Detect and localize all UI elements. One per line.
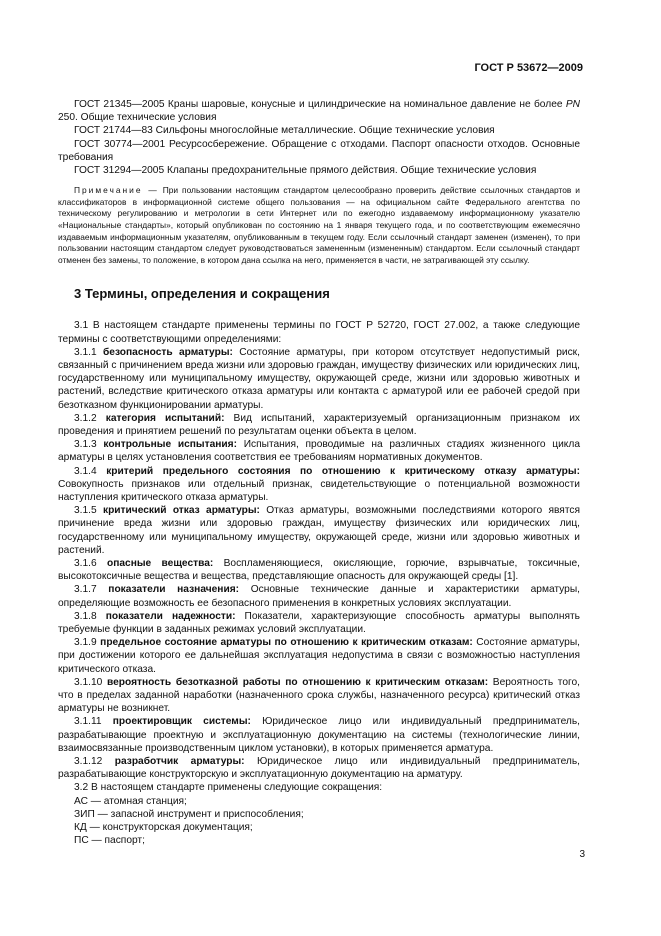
term-text: Вероятность того, что в пределах заданной наработки (назначенного срока службы, назначенного ресурса) критический отказ арматуры не возникнет. <box>58 676 580 715</box>
term-name: категория испытаний: <box>105 412 225 424</box>
abbreviations-intro: 3.2 В настоящем стандарте применены следующие сокращения: <box>74 782 383 794</box>
page-number: 3 <box>579 849 585 860</box>
term-name: показатели надежности: <box>105 610 236 622</box>
reference-gost-30774: ГОСТ 30774—2001 Ресурсосбережение. Обращение с отходами. Паспорт опасности отходов. Основные требования <box>58 138 580 163</box>
term-name: предельное состояние арматуры по отношению к критическим отказам: <box>100 637 473 649</box>
term-text: Отказ арматуры, возможными последствиями которого явятся причинение вреда жизни или здоровью граждан, имуществу физических или юридических лиц, государственному или муниципальному имуществу, окружающей среде, жизни или здоровью животных и растений. <box>58 505 580 556</box>
term-definition <box>58 610 580 636</box>
term-text: Показатели, характеризующие способность арматуры выполнять требуемые функции в заданных режимах условий эксплуатации. <box>58 610 580 636</box>
reference-gost-31294: ГОСТ 31294—2005 Клапаны предохранительные прямого действия. Общие технические условия <box>74 165 537 177</box>
term-number: 3.1.1 <box>74 346 97 358</box>
term-number: 3.1.5 <box>74 505 97 517</box>
term-text: Совокупность признаков или отдельный признак, свидетельствующие о потенциальной возможности наступления критического отказа арматуры. <box>58 478 580 504</box>
term-number: 3.1.6 <box>74 558 97 570</box>
term-name: безопасность арматуры: <box>103 346 233 358</box>
term-definition <box>58 636 580 676</box>
term-name: вероятность безотказной работы по отношению к критическим отказам: <box>106 676 489 688</box>
term-number: 3.1.12 <box>74 756 103 768</box>
note-label: Примечание — <box>74 185 159 196</box>
term-name: показатели назначения: <box>108 584 240 596</box>
term-definition <box>58 465 580 505</box>
term-text: Испытания, проводимые на различных стадиях жизненного цикла арматуры в целях установления соответствия ее требованиям нормативных документов. <box>58 439 580 464</box>
term-text: Вид испытаний, характеризуемый организационным признаком их проведения и принятием решений по результатам оценки объекта в целом. <box>58 412 580 437</box>
term-text: Основные технические данные и характеристики арматуры, определяющие возможность ее безопасного применения в конкретных условиях эксплуатации. <box>58 584 580 609</box>
term-definition <box>58 438 580 464</box>
term-name: критерий предельного состояния по отношению к критическому отказу арматуры: <box>106 465 580 477</box>
term-number: 3.1.4 <box>74 465 97 477</box>
abbreviation-item: ЗИП — запасной инструмент и приспособления; <box>74 808 304 820</box>
term-text: Состояние арматуры, при достижении которого ее дальнейшая эксплуатация недопустима в связи с возможностью наступления критического отказа. <box>58 637 580 675</box>
term-text: Состояние арматуры, при котором отсутствует недопустимый риск, связанный с причинением вреда жизни или здоровью граждан, имуществу физических или юридических лиц, государственному или муниципальному имуществу, окружающей среде, жизни или здоровью животных и растений, вследствие критического отказа арматуры или контакта с арматурой или ее рабочей средой при безотказном функционировании арматуры. <box>58 346 580 411</box>
note-paragraph: Примечание — При пользовании настоящим стандартом целесообразно проверить действие ссылочных стандартов и классификаторов в информационной системе общего пользования — на официальном сайте Федерального агентства по техническому регулированию и метрологии в сети Интернет или по ежегодно издаваемому информационному указателю «Национальные стандарты», который опубликован по состоянию на 1 января текущего года, и по соответствующим ежемесячно издаваемым информационным указателям, опубликованным в текущем году. Если ссылочный стандарт заменен (изменен), то при пользовании настоящим стандартом следует руководствоваться замененным (измененным) стандартом. Если ссылочный стандарт отменен без замены, то положение, в котором дана ссылка на него, применяется в части, не затрагивающей эту ссылку. <box>58 185 580 265</box>
term-definition <box>58 504 580 557</box>
page-content <box>58 98 580 848</box>
term-definition <box>58 755 580 781</box>
term-name: критический отказ арматуры: <box>102 505 260 517</box>
term-name: проектировщик системы: <box>112 716 251 728</box>
term-definition <box>58 557 580 583</box>
term-name: разработчик арматуры: <box>114 756 245 768</box>
section-intro: 3.1 В настоящем стандарте применены термины по ГОСТ Р 52720, ГОСТ 27.002, а также следующие термины с соответствующими определениями: <box>58 320 580 345</box>
term-definition <box>58 715 580 755</box>
abbreviations-list <box>58 795 580 848</box>
term-name: контрольные испытания: <box>103 439 238 451</box>
section-title: 3 Термины, определения и сокращения <box>74 286 330 302</box>
term-text: Воспламеняющиеся, окисляющие, горючие, взрывчатые, токсичные, высокотоксичные вещества и вещества, представляющие опасность для окружающей среды [1]. <box>58 558 580 583</box>
abbreviation-item: ПС — паспорт; <box>74 835 145 847</box>
abbreviation-item: АС — атомная станция; <box>74 795 187 807</box>
terms-list <box>58 346 580 782</box>
term-number: 3.1.10 <box>74 676 103 688</box>
term-number: 3.1.11 <box>74 716 102 728</box>
term-name: опасные вещества: <box>107 558 214 570</box>
term-definition <box>58 676 580 716</box>
term-definition <box>58 583 580 609</box>
term-number: 3.1.2 <box>74 412 97 424</box>
term-text: Юридическое лицо или индивидуальный предприниматель, разрабатывающие конструкторскую и эксплуатационную документацию на арматуру. <box>58 756 580 781</box>
term-number: 3.1.9 <box>74 637 97 649</box>
term-text: Юридическое лицо или индивидуальный предприниматель, разрабатывающие проектную и эксплуатационную документацию на системы (технологические линии, взаимосвязанные производственным циклом установки), в которых применяется арматура. <box>58 716 580 754</box>
term-number: 3.1.7 <box>74 584 97 596</box>
term-definition <box>58 346 580 412</box>
reference-gost-21744: ГОСТ 21744—83 Сильфоны многослойные металлические. Общие технические условия <box>74 125 495 137</box>
term-number: 3.1.8 <box>74 610 97 622</box>
term-definition <box>58 412 580 438</box>
term-number: 3.1.3 <box>74 439 97 451</box>
reference-gost-21345: ГОСТ 21345—2005 Краны шаровые, конусные и цилиндрические на номинальное давление не более PN 250. Общие технические условия <box>58 99 580 124</box>
abbreviation-item: КД — конструкторская документация; <box>74 822 253 834</box>
document-header: ГОСТ Р 53672—2009 <box>474 62 583 74</box>
